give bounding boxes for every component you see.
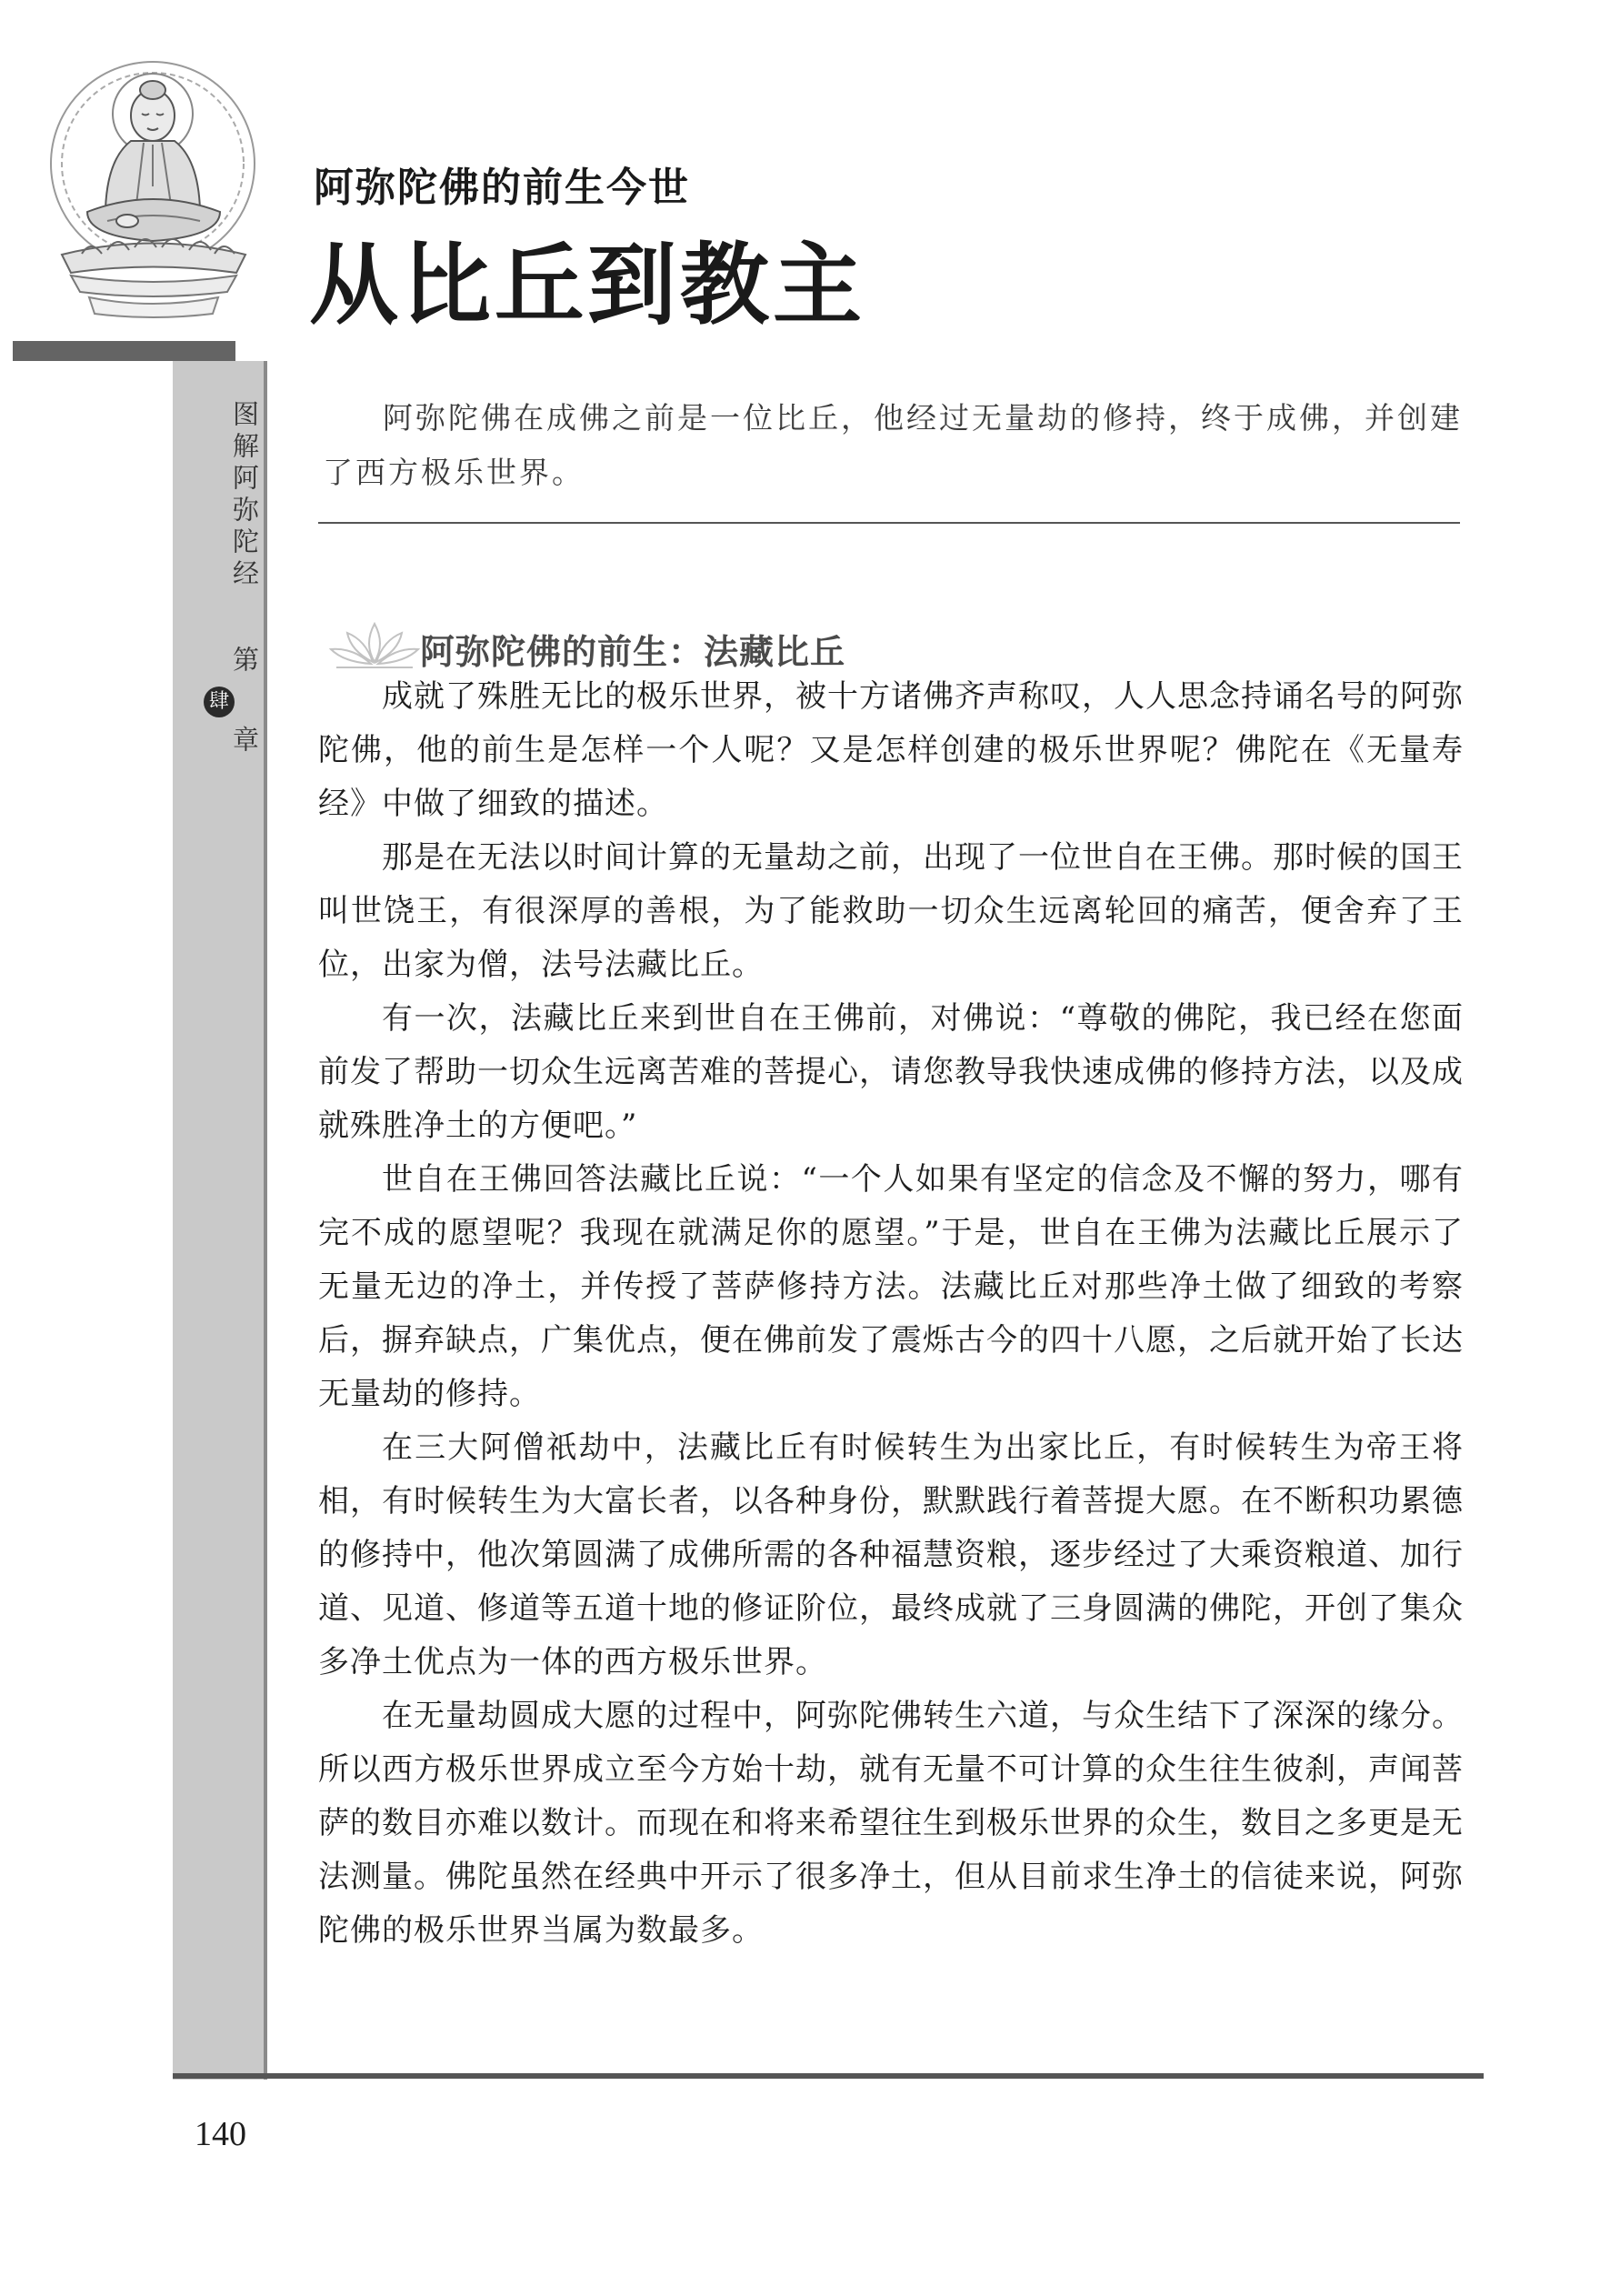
book-title-label: 图解阿弥陀经 (229, 400, 260, 591)
chapter-number-badge: 肆 (204, 687, 235, 717)
top-band (13, 341, 235, 361)
chapter-title: 从比丘到教主 (309, 233, 866, 337)
paragraph: 有一次，法藏比丘来到世自在王佛前，对佛说：“尊敬的佛陀，我已经在您面前发了帮助一切众生远离苦难的菩提心，请您教导我快速成佛的修持方法，以及成就殊胜净土的方便吧。” (318, 1000, 1464, 1144)
paragraph: 世自在王佛回答法藏比丘说：“一个人如果有坚定的信念及不懈的努力，哪有完不成的愿望呢？我现在就满足你的愿望。”于是，世自在王佛为法藏比丘展示了无量无边的净土，并传授了菩萨修持方法。法藏比丘对那些净土做了细致的考察后，摒弃缺点，广集优点，便在佛前发了震烁古今的四十八愿，之后就开始了长达无量劫的修持。 (318, 1161, 1464, 1412)
paragraph: 在三大阿僧祇劫中，法藏比丘有时候转生为出家比丘，有时候转生为帝王将相，有时候转生为大富长者，以各种身份，默默践行着菩提大愿。在不断积功累德的修持中，他次第圆满了成佛所需的各种福慧资粮，逐步经过了大乘资粮道、加行道、见道、修道等五道十地的修证阶位，最终成就了三身圆满的佛陀，开创了集众多净土优点为一体的西方极乐世界。 (318, 1429, 1464, 1680)
section-heading: 阿弥陀佛的前生：法藏比丘 (420, 632, 846, 672)
lotus-icon (327, 618, 423, 673)
body-text (318, 670, 1464, 1958)
sidebar-strip (173, 361, 267, 2080)
chapter-label-prefix: 第 (229, 646, 260, 677)
intro-divider (318, 522, 1460, 524)
intro-text: 阿弥陀佛在成佛之前是一位比丘，他经过无量劫的修持，终于成佛，并创建了西方极乐世界。 (323, 400, 1463, 490)
paragraph: 那是在无法以时间计算的无量劫之前，出现了一位世自在王佛。那时候的国王叫世饶王，有很深厚的善根，为了能救助一切众生远离轮回的痛苦，便舍弃了王位，出家为僧，法号法藏比丘。 (318, 839, 1464, 983)
chapter-subtitle: 阿弥陀佛的前生今世 (314, 165, 690, 211)
paragraph: 成就了殊胜无比的极乐世界，被十方诸佛齐声称叹，人人思念持诵名号的阿弥陀佛，他的前生是怎样一个人呢？又是怎样创建的极乐世界呢？佛陀在《无量寿经》中做了细致的描述。 (318, 678, 1464, 822)
bottom-rule (173, 2073, 1484, 2079)
paragraph: 在无量劫圆成大愿的过程中，阿弥陀佛转生六道，与众生结下了深深的缘分。所以西方极乐世界成立至今方始十劫，就有无量不可计算的众生往生彼刹，声闻菩萨的数目亦难以数计。而现在和将来希望往生到极乐世界的众生，数目之多更是无法测量。佛陀虽然在经典中开示了很多净土，但从目前求生净土的信徒来说，阿弥陀佛的极乐世界当属为数最多。 (318, 1698, 1464, 1949)
buddha-illustration (35, 50, 273, 323)
page-number: 140 (195, 2115, 246, 2153)
chapter-label-suffix: 章 (229, 726, 260, 757)
